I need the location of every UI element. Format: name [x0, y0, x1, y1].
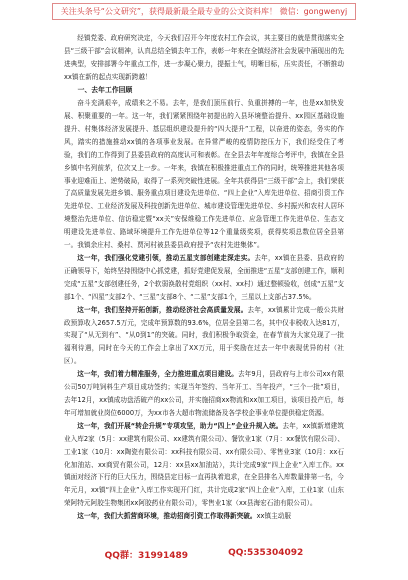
paragraph-lead: 这一年，我们强化党建引领，推动五星支部创建走深走实。: [77, 254, 255, 262]
section-paragraph: 奋斗充满艰辛，成绩来之不易。去年，是我们顶压前行、负重拼搏的一年，也是xx加快发展、积聚重要的一年。这一年，我们紧紧围绕年初提出的入县环境整治提升、xx园区基础设施提升、村集体经济发展提升、基层组织建设提升的“四大提升”工程，以奋进的姿态，务实的作风，踏实的措施推动xx镇的各项事业发展。在异常严峻的疫情防控压力下，我们经受住了考验，我们的工作得到了县委县政府的高度认可和表彰。在全县去年年度综合考评中，我镇在全县乡镇中名列前茅，位次又上一步。一年来，我镇在积极推进重点工作的同时，统筹推进其他各项事业迎难而上、逆势破局，取得了一系列突破性进展。全年共获得县“三级干部”会上，我们荣获了高质量发展先进乡镇、服务重点项目建设先进单位、“四上企业”入库先进单位、招商引资工作先进单位、工业经济发展及科技创新先进单位、城市建设管理先进单位、乡村振兴和农村人居环境整治先进单位、信访稳定暨“xx关”安保维稳工作先进单位、应急管理工作先进单位、生态文明建设先进单位、路域环境提升工作先进单位等12个重量级奖项，获得奖项总数位居全县第一。我镇余庄村、桑村、贾河村被县委县政府授予“农村先进集体”。: [64, 99, 344, 250]
paragraph-investment: [64, 510, 344, 523]
paragraph-party-building: [64, 252, 344, 304]
paragraph-lead: 这一年，我们坚持开拓创新，推动经济社会高质量发展。: [77, 305, 248, 314]
document-body: [64, 32, 344, 523]
banner-text: 关注头条号“公文研究”，获得最新最全最专业的公文资料库！ 微信：gongwenyj: [52, 3, 356, 20]
paragraph-text: 去年，xx镇在县委、县政府的正确领导下，始终坚持围绕中心抓党建，抓好党建促发展，全面推进“五星”支部创建工作，顺利完成“五星”支部创建任务，2个软弱涣散村党组织（xx村、xx村）通过整顿验收，创成“五星”支部1个、“四星”支部2个、“三星”支部8个、“二星”支部1个，三星以上支部占37.5%。: [64, 254, 344, 301]
top-banner: [0, 0, 408, 22]
paragraph-text: 去年，xx镇累计完成一般公共财政预算收入2657.5万元，完成年预算数的93.6%，位居全县第二名，其中仅非税收入达81万，实现了“从无到有”、“从0到1”的突破。同时，我们积极争取资金，在春节前为大家兑现了一批福利待遇，同时在今天的工作会上拿出了XX万元，用于奖励在过去一年中表现优异的村（社区）。: [64, 305, 344, 366]
intro-paragraph: 经镇党委、政府研究决定，今天我们召开今年度农村工作会议，其主要目的就是贯彻落实全县“三级干部”会议精神，认真总结全镇去年工作，表彰一年来在全镇经济社会发展中涌现出的先进典型，安排部署今年重点工作，进一步凝心聚力，提振士气，明晰目标，压实责任，不断推动xx镇在新的起点实现新跨越！: [64, 34, 344, 81]
paragraph-text: 去年，xx镇新增建筑业入库2家（5月：xx建筑有限公司、xx建筑有限公司）、餐饮业1家（7月：xx餐饮有限公司）、工业1家（10月：xx陶瓷有限公司：xx科技有限公司、xx有限公司）、零售业3家（10月：xx石化加油站、xx商贸有限公司，12月：xx县xx加油站），共计完成9家“四上企业”入库工作。xx镇面对经济下行的巨大压力，围绕县定目标一直再执着追求，在全县排名入库数量排第一名，今年元月，xx镇“四上企业”入库工作实现开门红，共计完成2家“四上企业”入库，工业1家（山东荣阿特元阿胶生物集团xx阿胶药业有限公司），零售业1家（xx县海宏石油有限公司）。: [64, 421, 344, 508]
paragraph-enterprises: [64, 420, 344, 510]
paragraph-lead: 这一年，我们着力精准服务，全力推进重点项目建设。: [77, 370, 238, 379]
paragraph-lead: 这一年，我们大抓营商环境，推动招商引资工作取得新突破。: [77, 512, 257, 521]
qq-group: QQ群：31991489: [104, 551, 189, 561]
paragraph-economy: [64, 304, 344, 369]
qq-contact: QQ:535304092: [228, 548, 304, 558]
paragraph-text: xx镇主动服: [256, 512, 292, 521]
paragraph-projects: [64, 368, 344, 420]
paragraph-lead: 这一年，我们开展“转企升规”专项攻坚，助力“四上”企业升规入统。: [77, 421, 283, 430]
paragraph-text: 去年9月，县政府与上市公司xx有限公司50万吨饲料生产项目成功签约；实现当年签约、当年开工、当年投产，“三个一批”项目，去年12月，xx镇成功盘活破产的xx公司，并实施招商xx物流和xx加工项目，该项目投产后，每年可增加就业岗位6000万，为xx市各大超市物流储备及各学校企事业单位提供稳定货源。: [64, 370, 344, 417]
footer: [0, 548, 408, 568]
section-heading: 一、去年工作回顾: [77, 85, 133, 94]
